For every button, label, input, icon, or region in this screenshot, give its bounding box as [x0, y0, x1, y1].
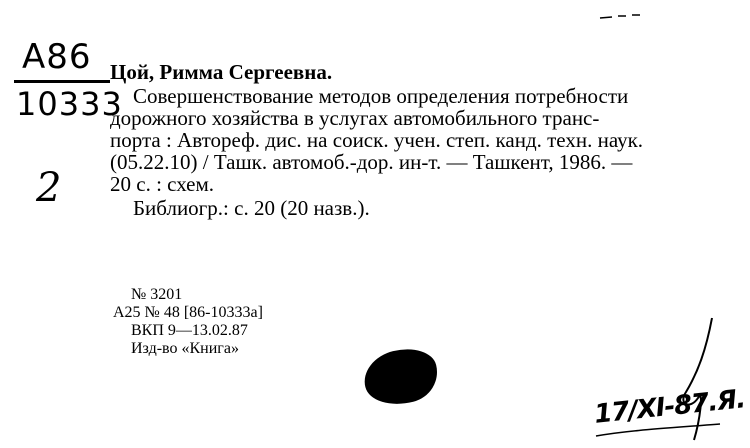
large-handwritten-stroke: [683, 318, 712, 440]
publisher-line: Изд-во «Книга»: [131, 340, 239, 357]
handwritten-mark: 2: [36, 165, 62, 211]
shelf-mark-bottom: 10333: [16, 85, 123, 123]
ink-blot: [359, 342, 444, 412]
description-line-1: Совершенствование методов определения потребности: [133, 84, 629, 108]
shelf-mark-underline: [14, 80, 110, 83]
vkp-date: ВКП 9—13.02.87: [131, 322, 248, 339]
description-line-4: (05.22.10) / Ташк. автомоб.-дор. ин-т. — Ташкент, 1986. —: [110, 150, 633, 174]
description-line-2: дорожного хозяйства в услугах автомобильного транс-: [110, 106, 600, 130]
handwritten-date: 17/XI-87.Я.: [592, 384, 747, 430]
author-heading: Цой, Римма Сергеевна.: [110, 60, 333, 84]
description-line-3: порта : Автореф. дис. на соиск. учен. степ. канд. техн. наук.: [110, 128, 644, 152]
card-number: № 3201: [131, 286, 183, 303]
shelf-mark-top: A86: [22, 37, 92, 77]
description-line-5: 20 с. : схем.: [110, 172, 215, 196]
bibliography-line: Библиогр.: с. 20 (20 назв.).: [133, 196, 370, 220]
top-right-dash-marks: [600, 15, 640, 18]
registry-number: А25 № 48 [86-10333а]: [113, 304, 263, 321]
